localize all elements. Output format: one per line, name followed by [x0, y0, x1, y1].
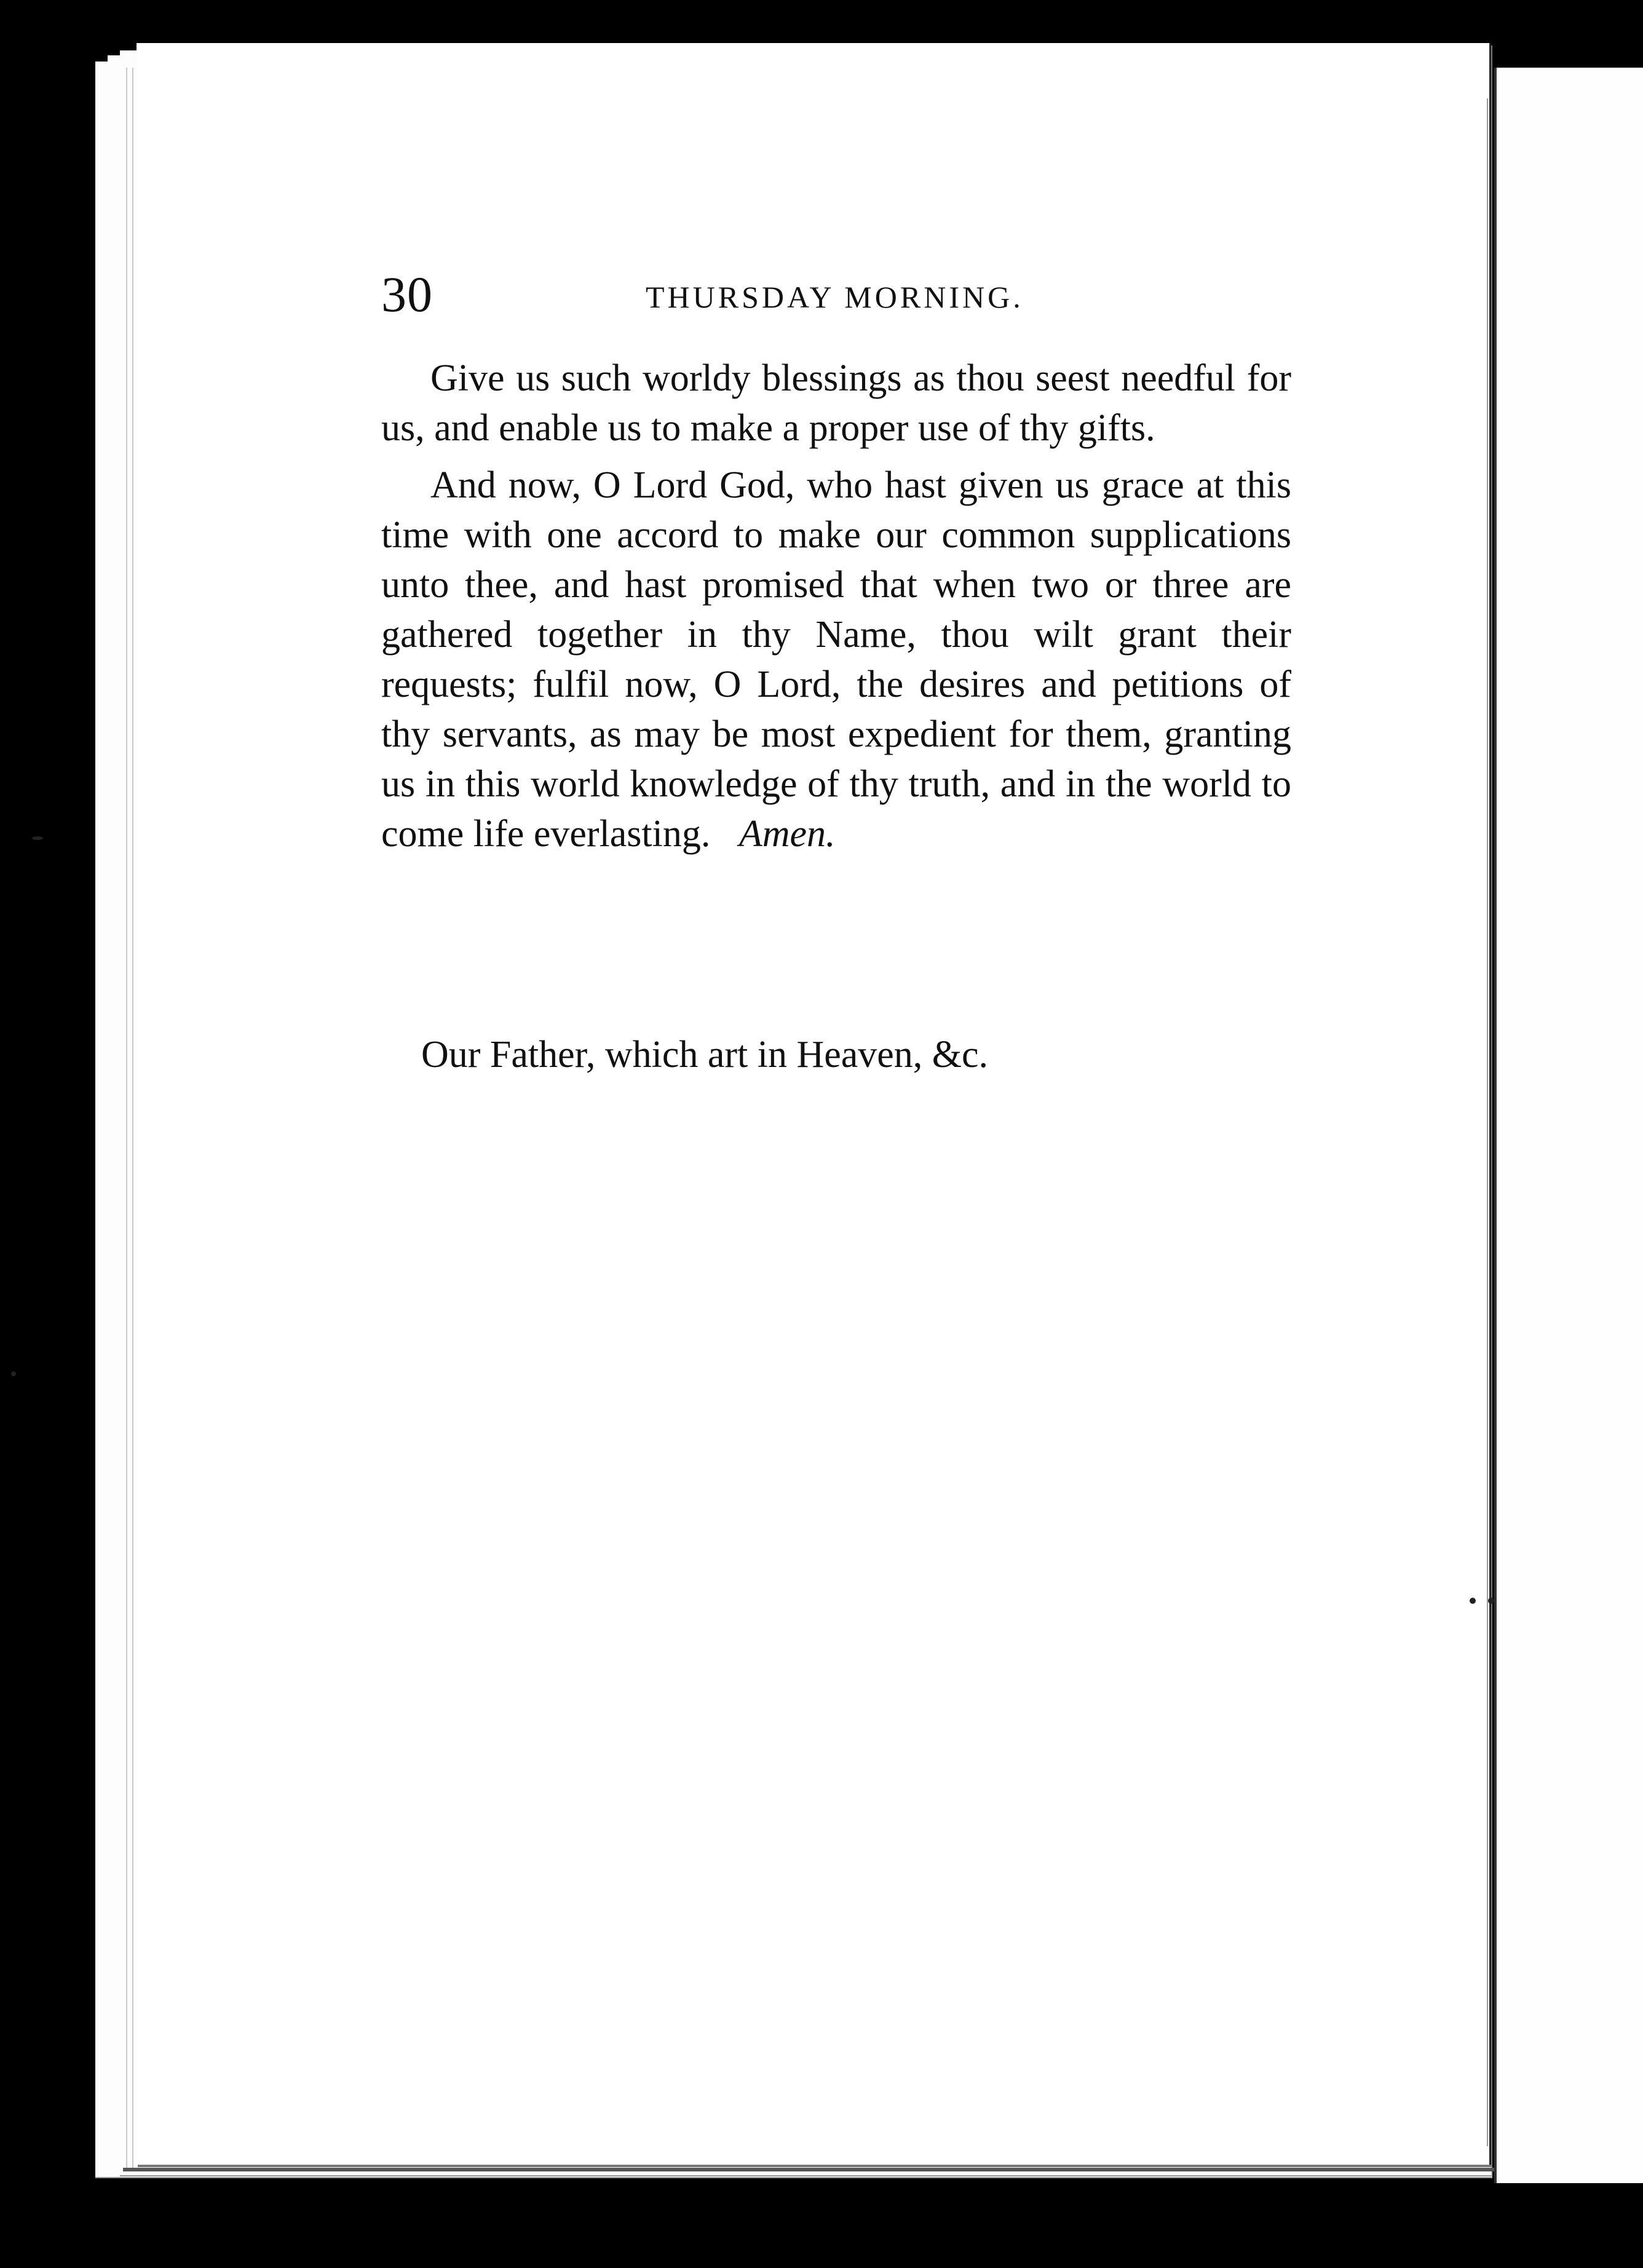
paragraph: Give us such worldy blessings as thou seest needful for us, and enable us to make a proper use of thy gifts. — [381, 357, 1291, 449]
scan-speck — [1488, 1598, 1494, 1604]
scan-speck — [11, 1371, 16, 1376]
amen-text: Amen. — [738, 813, 836, 855]
paragraph-with-amen — [381, 461, 1291, 859]
paragraph-text: And now, O Lord God, who hast given us grace at this time with one accord to make our common supplications unto thee, and hast promised that when two or three are gathered together in thy Name, thou wilt grant their requests; fulfil now, O Lord, the desires and petitions of thy servants, as may be most expedient for them, granting us in this world knowledge of thy truth, and in the world to come life everlasting. — [381, 464, 1291, 855]
body-text — [381, 354, 1291, 866]
page-edge-line — [132, 68, 133, 2170]
page-bottom-edge — [123, 2168, 1494, 2171]
running-head: THURSDAY MORNING. — [646, 280, 1024, 314]
scan-speck — [32, 836, 43, 840]
facing-page — [1494, 68, 1643, 2183]
page-header — [381, 266, 1291, 333]
gutter-line — [1487, 98, 1488, 2146]
scan-speck — [1470, 1598, 1476, 1604]
page-number: 30 — [381, 266, 433, 322]
page-edge-line — [126, 68, 127, 2170]
closing-line: Our Father, which art in Heaven, &c. — [421, 1034, 989, 1076]
